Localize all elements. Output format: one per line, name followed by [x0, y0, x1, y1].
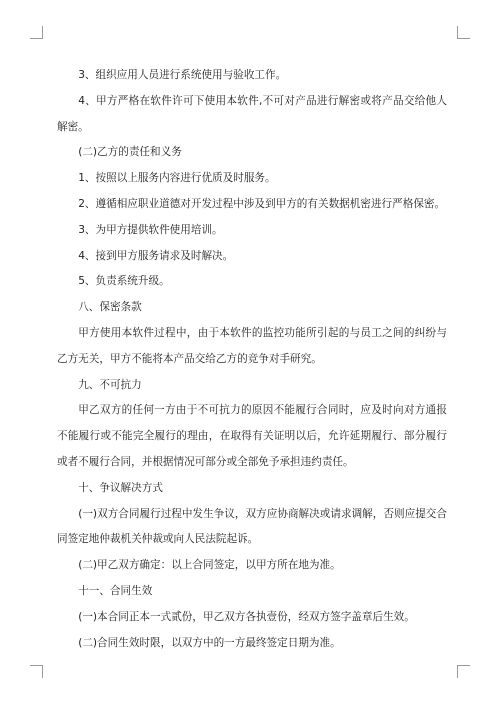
- clause-3-system-acceptance: 3、组织应用人员进行系统使用与验收工作。: [78, 69, 287, 81]
- document-body: [57, 63, 447, 656]
- section-11-effectiveness-clause-1: (一)本合同正本一式贰份，甲乙双方各执壹份，经双方签字盖章后生效。: [78, 610, 415, 623]
- section-8-confidentiality-heading: 八、保密条款: [78, 301, 142, 314]
- crop-mark-top-left: [30, 26, 43, 39]
- section-10-dispute-heading: 十、争议解决方式: [78, 481, 163, 494]
- section-11-effectiveness-heading: 十一、合同生效: [78, 584, 153, 597]
- clause-5-system-upgrade: 5、负责系统升级。: [78, 275, 170, 288]
- clause-1-quality-service: 1、按照以上服务内容进行优质及时服务。: [78, 172, 276, 185]
- clause-4-service-requests: 4、接到甲方服务请求及时解决。: [78, 249, 234, 262]
- clause-2-confidentiality: 2、遵循相应职业道德对开发过程中涉及到甲方的有关数据机密进行严格保密。: [78, 197, 446, 210]
- clause-4-license-use: 4、甲方严格在软件许可下使用本软件,不可对产品进行解密或将产品交给他人解密。: [57, 94, 447, 133]
- section-9-force-majeure-body: 甲乙双方的任何一方由于不可抗力的原因不能履行合同时，应及时向对方通报不能履行或不能完全履行的理由，在取得有关证明以后，允许延期履行、部分履行或者不履行合同，并根据情况可部分或全部免予承担违约责任。: [57, 404, 447, 468]
- crop-mark-bottom-right: [457, 665, 470, 678]
- crop-mark-bottom-left: [30, 665, 43, 678]
- section-9-force-majeure-heading: 九、不可抗力: [78, 378, 142, 391]
- section-party-b-duties-heading: (二)乙方的责任和义务: [78, 146, 182, 159]
- clause-3-training: 3、为甲方提供软件使用培训。: [78, 223, 223, 236]
- section-11-effectiveness-clause-2: (二)合同生效时限，以双方中的一方最终签定日期为准。: [78, 636, 341, 649]
- crop-mark-top-right: [457, 26, 470, 39]
- section-10-dispute-clause-2: (二)甲乙双方确定：以上合同签定，以甲方所在地为准。: [78, 559, 341, 572]
- section-10-dispute-clause-1: (一)双方合同履行过程中发生争议，双方应协商解决或请求调解，否则应提交合同签定地仲裁机关仲裁或向人民法院起诉。: [57, 507, 447, 546]
- section-8-confidentiality-body: 甲方使用本软件过程中，由于本软件的监控功能所引起的与员工之间的纠纷与乙方无关，甲方不能将本产品交给乙方的竞争对手研究。: [57, 326, 447, 365]
